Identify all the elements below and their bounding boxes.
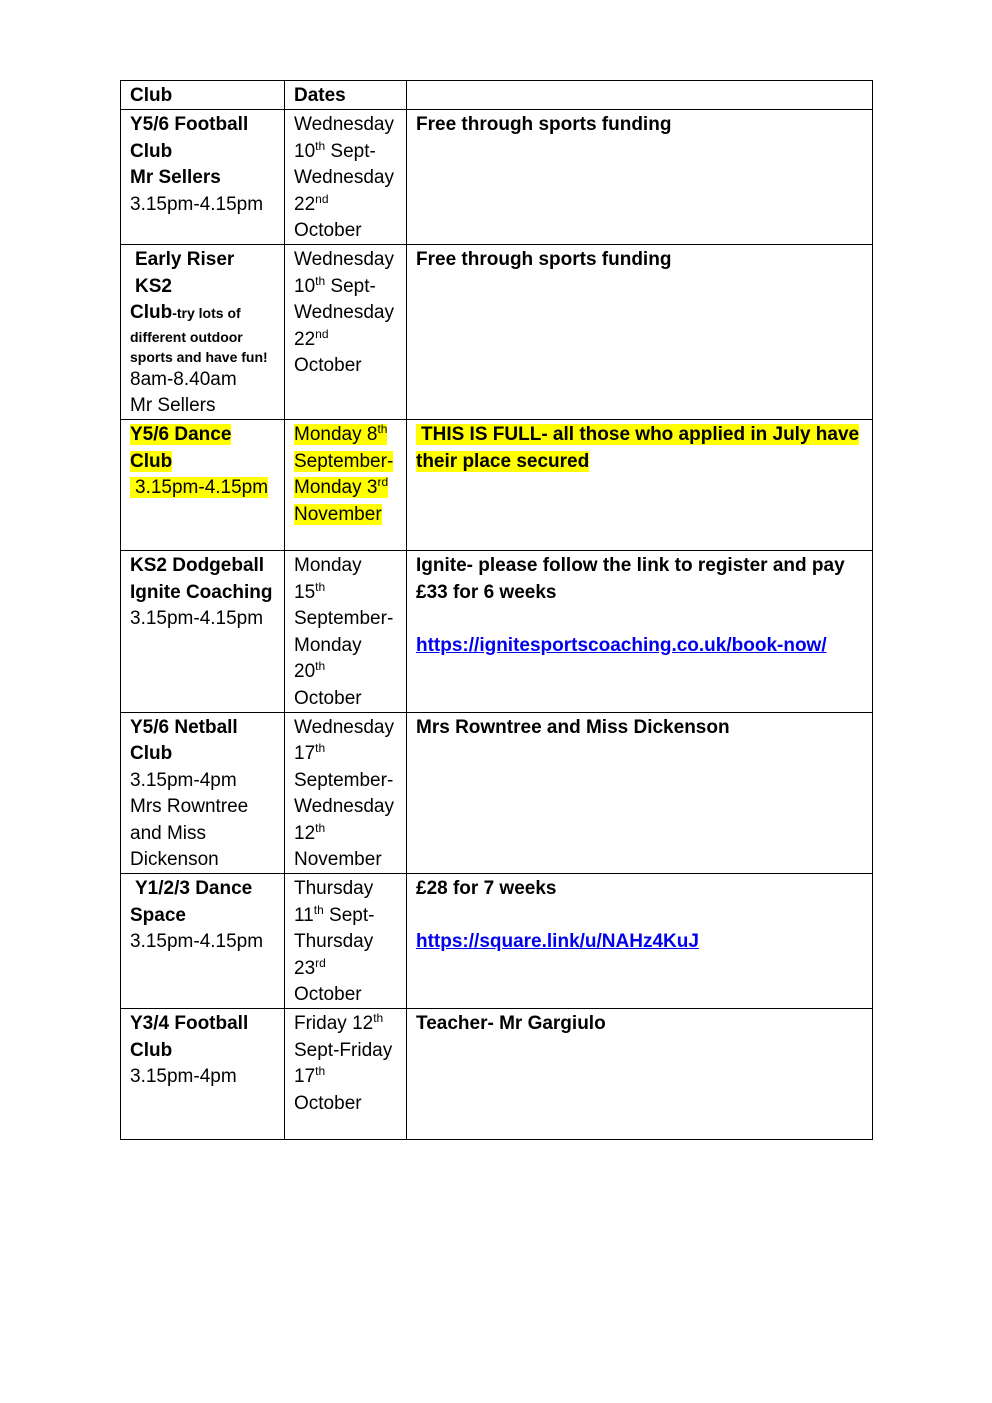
info-cell: Teacher- Mr Gargiulo (407, 1009, 873, 1140)
table-row (121, 110, 873, 245)
info-cell: Free through sports funding (407, 245, 873, 420)
club-cell: KS2 Dodgeball Ignite Coaching 3.15pm-4.15pm (121, 551, 285, 712)
dates-cell: Wednesday 10th Sept- Wednesday 22nd October (285, 110, 407, 245)
table-row (121, 874, 873, 1009)
info-cell: Mrs Rowntree and Miss Dickenson (407, 712, 873, 873)
info-cell: £28 for 7 weeks https://square.link/u/NAHz4KuJ (407, 874, 873, 1009)
table-row (121, 420, 873, 551)
table-row (121, 245, 873, 420)
dates-cell: Monday 8th September- Monday 3rd November (285, 420, 407, 551)
ignite-register-link[interactable]: https://ignitesportscoaching.co.uk/book-now/ (416, 634, 827, 656)
clubs-table (120, 80, 873, 1140)
club-cell: Y5/6 Dance Club 3.15pm-4.15pm (121, 420, 285, 551)
info-cell: THIS IS FULL- all those who applied in July have their place secured (407, 420, 873, 551)
dates-cell: Wednesday 17th September- Wednesday 12th November (285, 712, 407, 873)
dates-cell: Thursday 11th Sept- Thursday 23rd October (285, 874, 407, 1009)
info-cell: Free through sports funding (407, 110, 873, 245)
table-row (121, 551, 873, 712)
club-cell: Y5/6 Netball Club 3.15pm-4pm Mrs Rowntree and Miss Dickenson (121, 712, 285, 873)
club-cell: Y1/2/3 Dance Space 3.15pm-4.15pm (121, 874, 285, 1009)
header-info (407, 81, 873, 110)
dates-cell: Wednesday 10th Sept- Wednesday 22nd October (285, 245, 407, 420)
club-cell: Early Riser KS2 Club-try lots of different outdoor sports and have fun! 8am-8.40am Mr Sellers (121, 245, 285, 420)
table-row (121, 1009, 873, 1140)
dates-cell: Friday 12th Sept-Friday 17th October (285, 1009, 407, 1140)
square-payment-link[interactable]: https://square.link/u/NAHz4KuJ (416, 931, 699, 953)
club-cell: Y3/4 Football Club 3.15pm-4pm (121, 1009, 285, 1140)
club-cell: Y5/6 Football Club Mr Sellers 3.15pm-4.15pm (121, 110, 285, 245)
header-club: Club (121, 81, 285, 110)
table-row (121, 712, 873, 873)
dates-cell: Monday 15th September- Monday 20th October (285, 551, 407, 712)
header-dates: Dates (285, 81, 407, 110)
table-header-row (121, 81, 873, 110)
info-cell: Ignite- please follow the link to register and pay £33 for 6 weeks https://ignitesportscoaching.co.uk/book-now/ (407, 551, 873, 712)
